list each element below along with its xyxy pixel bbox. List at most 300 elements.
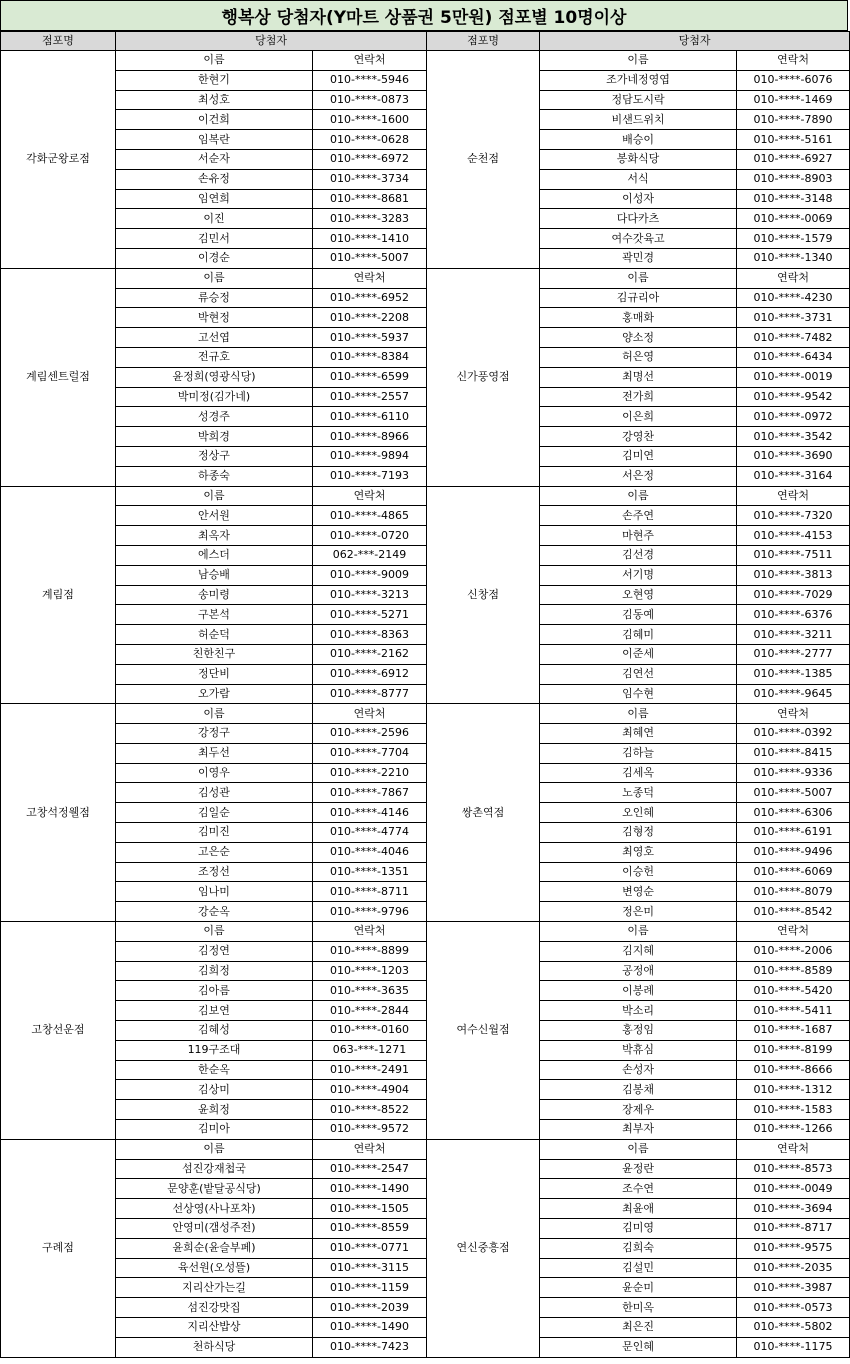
- winner-name: 육선원(오성뜰): [116, 1258, 313, 1278]
- table-row: [1, 1318, 850, 1338]
- table-row: [1, 466, 850, 486]
- winner-name: 류승정: [116, 288, 313, 308]
- table-row: [1, 1179, 850, 1199]
- winner-name: 김지혜: [540, 941, 737, 961]
- winner-name: 박희경: [116, 427, 313, 447]
- winner-contact: 010-****-3283: [313, 209, 427, 229]
- winner-name: 이봉례: [540, 981, 737, 1001]
- winner-name: 오가람: [116, 684, 313, 704]
- table-row: [1, 842, 850, 862]
- winner-name: 장제우: [540, 1100, 737, 1120]
- contact-column-header: 연락처: [313, 1139, 427, 1159]
- winner-contact: 010-****-1410: [313, 229, 427, 249]
- winner-contact: 010-****-8199: [737, 1040, 850, 1060]
- winner-contact: 010-****-1203: [313, 961, 427, 981]
- winner-name: 조수연: [540, 1179, 737, 1199]
- winner-name: 김연선: [540, 664, 737, 684]
- winner-name: 곽민경: [540, 248, 737, 268]
- winner-contact: 010-****-1600: [313, 110, 427, 130]
- winner-contact: 010-****-2491: [313, 1060, 427, 1080]
- winner-name: 김선경: [540, 545, 737, 565]
- table-row: [1, 1337, 850, 1357]
- winner-contact: 010-****-4865: [313, 506, 427, 526]
- name-column-header: 이름: [116, 1139, 313, 1159]
- winner-name: 다다카츠: [540, 209, 737, 229]
- store-name-left: 각화군왕로점: [1, 51, 116, 269]
- table-row: [1, 862, 850, 882]
- winner-name: 한현기: [116, 70, 313, 90]
- table-row: [1, 1258, 850, 1278]
- store-name-right: 연신중흥점: [427, 1139, 540, 1357]
- table-row: [1, 941, 850, 961]
- winner-name: 배승이: [540, 130, 737, 150]
- winner-contact: 010-****-6434: [737, 347, 850, 367]
- winner-name: 서은정: [540, 466, 737, 486]
- contact-column-header: 연락처: [313, 51, 427, 71]
- winner-contact: 010-****-6376: [737, 605, 850, 625]
- winner-name: 허은영: [540, 347, 737, 367]
- name-column-header: 이름: [540, 268, 737, 288]
- winner-name: 윤순미: [540, 1278, 737, 1298]
- winner-table-body: [1, 32, 850, 1358]
- winner-name: 성경주: [116, 407, 313, 427]
- winner-name: 윤희정: [116, 1100, 313, 1120]
- winner-name: 최부자: [540, 1120, 737, 1140]
- table-row: [1, 1238, 850, 1258]
- table-row: [1, 882, 850, 902]
- winner-contact: 010-****-7423: [313, 1337, 427, 1357]
- winner-name: 최윤애: [540, 1199, 737, 1219]
- winner-contact: 010-****-0628: [313, 130, 427, 150]
- winner-contact: 010-****-2596: [313, 724, 427, 744]
- winner-contact: 010-****-9796: [313, 902, 427, 922]
- winner-name: 김희정: [116, 961, 313, 981]
- winner-contact: 010-****-3734: [313, 169, 427, 189]
- winner-name: 손유정: [116, 169, 313, 189]
- winner-name: 문인혜: [540, 1337, 737, 1357]
- store-name-left: 계림센트럴점: [1, 268, 116, 486]
- winner-contact: 010-****-8666: [737, 1060, 850, 1080]
- table-row: [1, 565, 850, 585]
- winner-name: 서순자: [116, 149, 313, 169]
- winner-name: 윤정란: [540, 1159, 737, 1179]
- winner-name: 오현영: [540, 585, 737, 605]
- store-name-right: 신가풍영점: [427, 268, 540, 486]
- table-row: [1, 288, 850, 308]
- winner-name: 하종숙: [116, 466, 313, 486]
- winner-name: 섬진강맛집: [116, 1298, 313, 1318]
- winner-contact: 010-****-2210: [313, 763, 427, 783]
- winner-name: 홍정임: [540, 1021, 737, 1041]
- winner-contact: 010-****-1579: [737, 229, 850, 249]
- table-row: [1, 644, 850, 664]
- winner-name: 김미영: [540, 1219, 737, 1239]
- table-row: [1, 328, 850, 348]
- winner-contact: 010-****-9645: [737, 684, 850, 704]
- winner-contact: 010-****-1490: [313, 1179, 427, 1199]
- winner-contact: 010-****-4153: [737, 526, 850, 546]
- winner-contact: 010-****-3694: [737, 1199, 850, 1219]
- contact-column-header: 연락처: [737, 1139, 850, 1159]
- winner-contact: 010-****-2006: [737, 941, 850, 961]
- winner-name: 안서원: [116, 506, 313, 526]
- winner-name: 고선엽: [116, 328, 313, 348]
- winner-name: 서식: [540, 169, 737, 189]
- winner-contact: 010-****-7704: [313, 743, 427, 763]
- winner-name: 김동예: [540, 605, 737, 625]
- winner-name: 이승헌: [540, 862, 737, 882]
- winner-contact: 010-****-0720: [313, 526, 427, 546]
- winner-contact: 010-****-8384: [313, 347, 427, 367]
- subheader-row: [1, 922, 850, 942]
- store-name-left: 고창선운점: [1, 922, 116, 1140]
- winner-name: 최영호: [540, 842, 737, 862]
- winner-name: 에스더: [116, 545, 313, 565]
- winner-contact: 010-****-3813: [737, 565, 850, 585]
- winner-contact: 010-****-0873: [313, 90, 427, 110]
- winner-name: 김규리아: [540, 288, 737, 308]
- winner-contact: 010-****-6191: [737, 823, 850, 843]
- winner-contact: 010-****-0573: [737, 1298, 850, 1318]
- winner-contact: 010-****-7029: [737, 585, 850, 605]
- winner-contact: 010-****-3213: [313, 585, 427, 605]
- table-row: [1, 1199, 850, 1219]
- winner-contact: 010-****-1312: [737, 1080, 850, 1100]
- winner-contact: 010-****-2208: [313, 308, 427, 328]
- winner-contact: 010-****-3542: [737, 427, 850, 447]
- winner-contact: 010-****-8542: [737, 902, 850, 922]
- winner-contact: 010-****-8903: [737, 169, 850, 189]
- winner-name: 비샌드위치: [540, 110, 737, 130]
- subheader-row: [1, 268, 850, 288]
- winner-name: 김설민: [540, 1258, 737, 1278]
- winner-contact: 010-****-8777: [313, 684, 427, 704]
- winner-name: 강영찬: [540, 427, 737, 447]
- table-row: [1, 526, 850, 546]
- table-row: [1, 308, 850, 328]
- table-row: [1, 367, 850, 387]
- name-column-header: 이름: [116, 704, 313, 724]
- winner-name: 손성자: [540, 1060, 737, 1080]
- winner-contact: 010-****-7320: [737, 506, 850, 526]
- winner-name: 김아름: [116, 981, 313, 1001]
- contact-column-header: 연락처: [737, 268, 850, 288]
- table-row: [1, 70, 850, 90]
- winner-name: 119구조대: [116, 1040, 313, 1060]
- table-row: [1, 1120, 850, 1140]
- winner-contact: 010-****-2162: [313, 644, 427, 664]
- table-row: [1, 1021, 850, 1041]
- winner-name: 친한친구: [116, 644, 313, 664]
- winner-contact: 010-****-9496: [737, 842, 850, 862]
- winner-name: 김봉채: [540, 1080, 737, 1100]
- winner-contact: 010-****-7867: [313, 783, 427, 803]
- winner-name: 여수갓육고: [540, 229, 737, 249]
- winner-contact: 010-****-6972: [313, 149, 427, 169]
- winner-name: 이은희: [540, 407, 737, 427]
- winner-contact: 010-****-0049: [737, 1179, 850, 1199]
- winner-name: 이진: [116, 209, 313, 229]
- table-row: [1, 427, 850, 447]
- winner-name: 박미정(김가네): [116, 387, 313, 407]
- winner-name: 김민서: [116, 229, 313, 249]
- store-name-left: 계림점: [1, 486, 116, 704]
- contact-column-header: 연락처: [313, 268, 427, 288]
- winner-contact: 010-****-8966: [313, 427, 427, 447]
- table-row: [1, 1219, 850, 1239]
- table-row: [1, 90, 850, 110]
- name-column-header: 이름: [540, 1139, 737, 1159]
- winner-name: 김세옥: [540, 763, 737, 783]
- winner-contact: 010-****-8363: [313, 625, 427, 645]
- winner-name: 홍매화: [540, 308, 737, 328]
- winner-contact: 010-****-8681: [313, 189, 427, 209]
- contact-column-header: 연락처: [313, 704, 427, 724]
- winner-name: 전가희: [540, 387, 737, 407]
- table-row: [1, 684, 850, 704]
- contact-column-header: 연락처: [737, 704, 850, 724]
- table-row: [1, 1100, 850, 1120]
- winner-name: 양소정: [540, 328, 737, 348]
- store-name-right: 여수신월점: [427, 922, 540, 1140]
- winner-name: 선상영(사나포차): [116, 1199, 313, 1219]
- table-row: [1, 803, 850, 823]
- winner-contact: 010-****-7890: [737, 110, 850, 130]
- winner-name: 임연희: [116, 189, 313, 209]
- table-row: [1, 763, 850, 783]
- winner-name: 윤정희(영광식당): [116, 367, 313, 387]
- winner-contact: 010-****-6076: [737, 70, 850, 90]
- winner-name: 전규호: [116, 347, 313, 367]
- winner-contact: 063-***-1271: [313, 1040, 427, 1060]
- winner-name: 이영우: [116, 763, 313, 783]
- table-row: [1, 248, 850, 268]
- winner-contact: 010-****-9894: [313, 446, 427, 466]
- winner-contact: 010-****-1266: [737, 1120, 850, 1140]
- table-row: [1, 1060, 850, 1080]
- winner-name: 손주연: [540, 506, 737, 526]
- winner-name: 김하늘: [540, 743, 737, 763]
- winner-table: [0, 31, 850, 1358]
- winner-name: 한순옥: [116, 1060, 313, 1080]
- table-row: [1, 605, 850, 625]
- winner-name: 지리산가는길: [116, 1278, 313, 1298]
- winner-name: 송미령: [116, 585, 313, 605]
- winner-contact: 010-****-3164: [737, 466, 850, 486]
- winner-name: 조가네정영엽: [540, 70, 737, 90]
- winner-name: 구본석: [116, 605, 313, 625]
- winner-name: 정은미: [540, 902, 737, 922]
- winner-contact: 010-****-2039: [313, 1298, 427, 1318]
- winner-name: 김미연: [540, 446, 737, 466]
- header-winner-right: 당첨자: [540, 32, 850, 51]
- winner-name: 변영순: [540, 882, 737, 902]
- winner-name: 정단비: [116, 664, 313, 684]
- table-row: [1, 446, 850, 466]
- name-column-header: 이름: [540, 704, 737, 724]
- winner-name: 박휴심: [540, 1040, 737, 1060]
- winner-contact: 010-****-8717: [737, 1219, 850, 1239]
- table-row: [1, 130, 850, 150]
- winner-contact: 010-****-1175: [737, 1337, 850, 1357]
- table-row: [1, 110, 850, 130]
- table-row: [1, 506, 850, 526]
- winner-name: 김미아: [116, 1120, 313, 1140]
- header-store-right: 점포명: [427, 32, 540, 51]
- winner-name: 임복란: [116, 130, 313, 150]
- table-row: [1, 189, 850, 209]
- winner-contact: 010-****-5271: [313, 605, 427, 625]
- winner-contact: 010-****-0019: [737, 367, 850, 387]
- winner-name: 김희숙: [540, 1238, 737, 1258]
- winner-contact: 010-****-8559: [313, 1219, 427, 1239]
- contact-column-header: 연락처: [313, 486, 427, 506]
- winner-contact: 010-****-9575: [737, 1238, 850, 1258]
- winner-contact: 010-****-4046: [313, 842, 427, 862]
- table-header-row: [1, 32, 850, 51]
- table-row: [1, 961, 850, 981]
- winner-name: 박소리: [540, 1001, 737, 1021]
- table-row: [1, 545, 850, 565]
- store-name-left: 고창석정웰점: [1, 704, 116, 922]
- table-row: [1, 209, 850, 229]
- winner-name: 김형정: [540, 823, 737, 843]
- winner-name: 임수현: [540, 684, 737, 704]
- name-column-header: 이름: [540, 486, 737, 506]
- winner-contact: 010-****-9336: [737, 763, 850, 783]
- winner-name: 오인혜: [540, 803, 737, 823]
- winner-contact: 010-****-6599: [313, 367, 427, 387]
- contact-column-header: 연락처: [313, 922, 427, 942]
- winner-contact: 010-****-6069: [737, 862, 850, 882]
- table-row: [1, 1001, 850, 1021]
- winner-name: 최은진: [540, 1318, 737, 1338]
- table-row: [1, 1080, 850, 1100]
- table-row: [1, 387, 850, 407]
- winner-name: 강순옥: [116, 902, 313, 922]
- winner-contact: 010-****-2777: [737, 644, 850, 664]
- winner-contact: 010-****-1583: [737, 1100, 850, 1120]
- winner-name: 김보연: [116, 1001, 313, 1021]
- subheader-row: [1, 51, 850, 71]
- winner-contact: 010-****-1469: [737, 90, 850, 110]
- winner-contact: 010-****-0392: [737, 724, 850, 744]
- contact-column-header: 연락처: [737, 922, 850, 942]
- name-column-header: 이름: [116, 268, 313, 288]
- winner-contact: 010-****-2547: [313, 1159, 427, 1179]
- winner-contact: 010-****-3148: [737, 189, 850, 209]
- winner-name: 마현주: [540, 526, 737, 546]
- winner-contact: 010-****-6927: [737, 149, 850, 169]
- winner-name: 지리산밥상: [116, 1318, 313, 1338]
- table-row: [1, 1298, 850, 1318]
- winner-contact: 010-****-8079: [737, 882, 850, 902]
- winner-contact: 010-****-0160: [313, 1021, 427, 1041]
- winner-name: 김혜미: [540, 625, 737, 645]
- winner-contact: 010-****-8899: [313, 941, 427, 961]
- winner-name: 공정애: [540, 961, 737, 981]
- winner-name: 김정연: [116, 941, 313, 961]
- winner-name: 정담도시락: [540, 90, 737, 110]
- winner-name: 안영미(갬성주전): [116, 1219, 313, 1239]
- winner-contact: 010-****-7193: [313, 466, 427, 486]
- winner-contact: 010-****-4774: [313, 823, 427, 843]
- winner-name: 강정구: [116, 724, 313, 744]
- winner-contact: 010-****-1340: [737, 248, 850, 268]
- store-name-right: 순천점: [427, 51, 540, 269]
- winner-contact: 010-****-2844: [313, 1001, 427, 1021]
- winner-contact: 062-***-2149: [313, 545, 427, 565]
- winner-contact: 010-****-9572: [313, 1120, 427, 1140]
- winner-contact: 010-****-5007: [737, 783, 850, 803]
- winner-contact: 010-****-4146: [313, 803, 427, 823]
- winner-name: 섬진강재첩국: [116, 1159, 313, 1179]
- contact-column-header: 연락처: [737, 51, 850, 71]
- winner-name: 최명선: [540, 367, 737, 387]
- store-name-left: 구례점: [1, 1139, 116, 1357]
- winner-name: 노종덕: [540, 783, 737, 803]
- subheader-row: [1, 486, 850, 506]
- winner-name: 윤희순(윤슬부페): [116, 1238, 313, 1258]
- header-winner-left: 당첨자: [116, 32, 427, 51]
- winner-contact: 010-****-8589: [737, 961, 850, 981]
- winner-contact: 010-****-5007: [313, 248, 427, 268]
- winner-contact: 010-****-8522: [313, 1100, 427, 1120]
- table-row: [1, 783, 850, 803]
- winner-contact: 010-****-1505: [313, 1199, 427, 1219]
- winner-contact: 010-****-8415: [737, 743, 850, 763]
- winner-name: 최옥자: [116, 526, 313, 546]
- winner-contact: 010-****-7482: [737, 328, 850, 348]
- table-row: [1, 743, 850, 763]
- table-row: [1, 169, 850, 189]
- winner-contact: 010-****-4904: [313, 1080, 427, 1100]
- winner-contact: 010-****-5420: [737, 981, 850, 1001]
- winner-contact: 010-****-8573: [737, 1159, 850, 1179]
- winner-contact: 010-****-3731: [737, 308, 850, 328]
- winner-contact: 010-****-1351: [313, 862, 427, 882]
- winner-contact: 010-****-0972: [737, 407, 850, 427]
- subheader-row: [1, 704, 850, 724]
- winner-contact: 010-****-5802: [737, 1318, 850, 1338]
- header-store-left: 점포명: [1, 32, 116, 51]
- name-column-header: 이름: [116, 486, 313, 506]
- table-row: [1, 149, 850, 169]
- winner-name: 최혜연: [540, 724, 737, 744]
- table-row: [1, 585, 850, 605]
- table-row: [1, 407, 850, 427]
- name-column-header: 이름: [540, 922, 737, 942]
- winner-name: 이건희: [116, 110, 313, 130]
- winner-contact: 010-****-1687: [737, 1021, 850, 1041]
- table-row: [1, 625, 850, 645]
- winner-name: 천하식당: [116, 1337, 313, 1357]
- winner-contact: 010-****-8711: [313, 882, 427, 902]
- winner-contact: 010-****-6306: [737, 803, 850, 823]
- winner-name: 김일순: [116, 803, 313, 823]
- winner-name: 남승배: [116, 565, 313, 585]
- winner-contact: 010-****-4230: [737, 288, 850, 308]
- store-name-right: 쌍촌역점: [427, 704, 540, 922]
- winner-name: 한미옥: [540, 1298, 737, 1318]
- winner-contact: 010-****-5161: [737, 130, 850, 150]
- subheader-row: [1, 1139, 850, 1159]
- winner-name: 임나미: [116, 882, 313, 902]
- table-row: [1, 981, 850, 1001]
- name-column-header: 이름: [116, 51, 313, 71]
- winner-name: 고은순: [116, 842, 313, 862]
- name-column-header: 이름: [116, 922, 313, 942]
